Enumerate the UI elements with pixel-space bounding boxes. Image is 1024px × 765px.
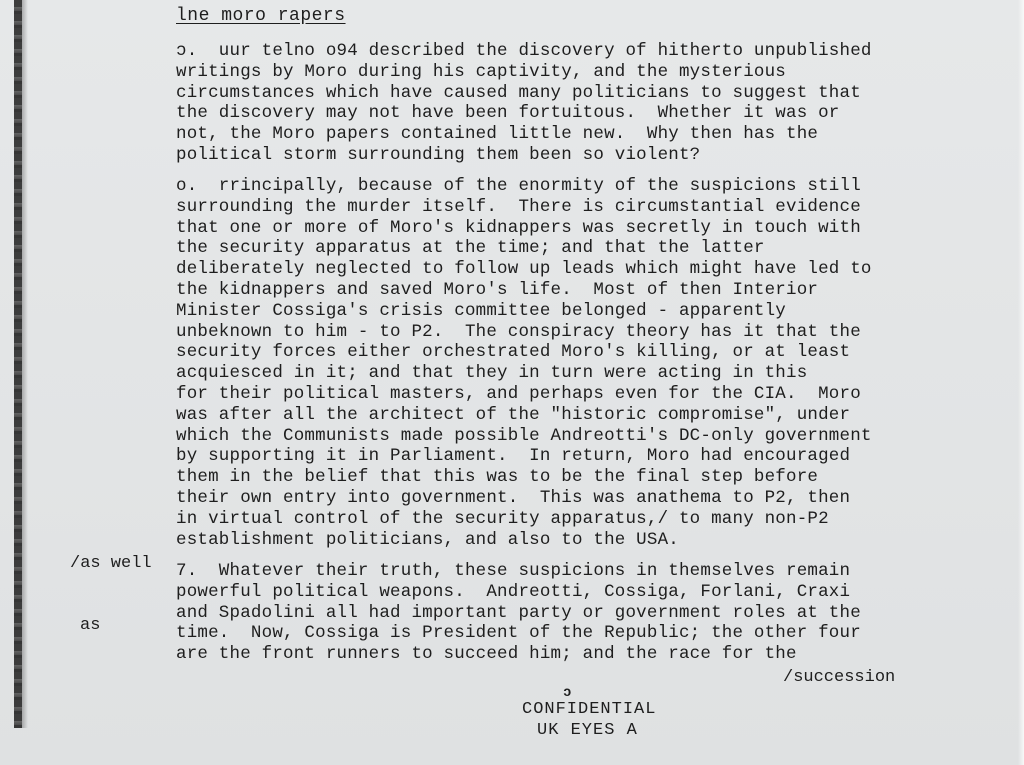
text-line: the discovery may not have been fortuitous. Whether it was or xyxy=(176,103,840,124)
text-line: are the front runners to succeed him; and the race for the xyxy=(176,644,797,665)
text-line: ɔ. uur telno o94 described the discovery of hitherto unpublished xyxy=(176,41,872,61)
text-line: surrounding the murder itself. There is circumstantial evidence xyxy=(176,196,861,217)
text-line: the kidnappers and saved Moro's life. Most of then Interior xyxy=(176,279,819,300)
text-line: was after all the architect of the "historic compromise", under xyxy=(176,404,851,425)
text-line: deliberately neglected to follow up leads which might have led to xyxy=(176,259,872,280)
text-line: establishment politicians, and also to the USA. xyxy=(176,529,679,550)
page-edge xyxy=(1018,0,1024,765)
text-line: for their political masters, and perhaps even for the CIA. Moro xyxy=(176,383,861,404)
text-line: 7. Whatever their truth, these suspicions in themselves remain xyxy=(176,561,851,581)
text-line: the security apparatus at the time; and that the latter xyxy=(176,238,765,259)
page-number: ɔ xyxy=(563,685,572,701)
text-line: writings by Moro during his captivity, and the mysterious xyxy=(176,61,786,82)
text-line: and Spadolini all had important party or government roles at the xyxy=(176,602,861,623)
text-line: o. rrincipally, because of the enormity of the suspicions still xyxy=(176,176,861,196)
text-line: powerful political weapons. Andreotti, Cossiga, Forlani, Craxi xyxy=(176,581,851,602)
text-line: them in the belief that this was to be the final step before xyxy=(176,467,819,488)
text-line: acquiesced in it; and that they in turn were acting in this xyxy=(176,363,808,384)
classification-marking: CONFIDENTIAL xyxy=(522,700,657,719)
text-line: which the Communists made possible Andreotti's DC-only government xyxy=(176,425,872,446)
paragraph-6 xyxy=(176,176,872,550)
margin-annotation-line-2: as xyxy=(80,615,101,635)
text-line: Minister Cossiga's crisis committee belonged - apparently xyxy=(176,300,786,321)
classification-caveat: UK EYES A xyxy=(537,721,638,740)
paragraph-7 xyxy=(176,561,861,665)
paragraph-5 xyxy=(176,41,872,166)
text-line: circumstances which have caused many politicians to suggest that xyxy=(176,82,861,103)
text-line: in virtual control of the security apparatus,/ to many non-P2 xyxy=(176,508,829,529)
text-line: that one or more of Moro's kidnappers was secretly in touch with xyxy=(176,217,861,238)
text-line: not, the Moro papers contained little new. Why then has the xyxy=(176,124,819,145)
catchword: /succession xyxy=(783,668,896,687)
text-line: unbeknown to him - to P2. The conspiracy theory has it that the xyxy=(176,321,861,342)
text-line: their own entry into government. This was anathema to P2, then xyxy=(176,487,851,508)
margin-annotation xyxy=(70,512,152,678)
text-line: security forces either orchestrated Moro's killing, or at least xyxy=(176,342,851,363)
document-title: lne moro rapers xyxy=(176,6,346,26)
text-line: time. Now, Cossiga is President of the Republic; the other four xyxy=(176,623,861,644)
binding-shadow xyxy=(22,0,28,728)
margin-annotation-line-1: /as well xyxy=(70,553,152,573)
text-line: political storm surrounding them been so violent? xyxy=(176,144,701,165)
binding-strip xyxy=(14,0,22,728)
text-line: by supporting it in Parliament. In return, Moro had encouraged xyxy=(176,446,851,467)
